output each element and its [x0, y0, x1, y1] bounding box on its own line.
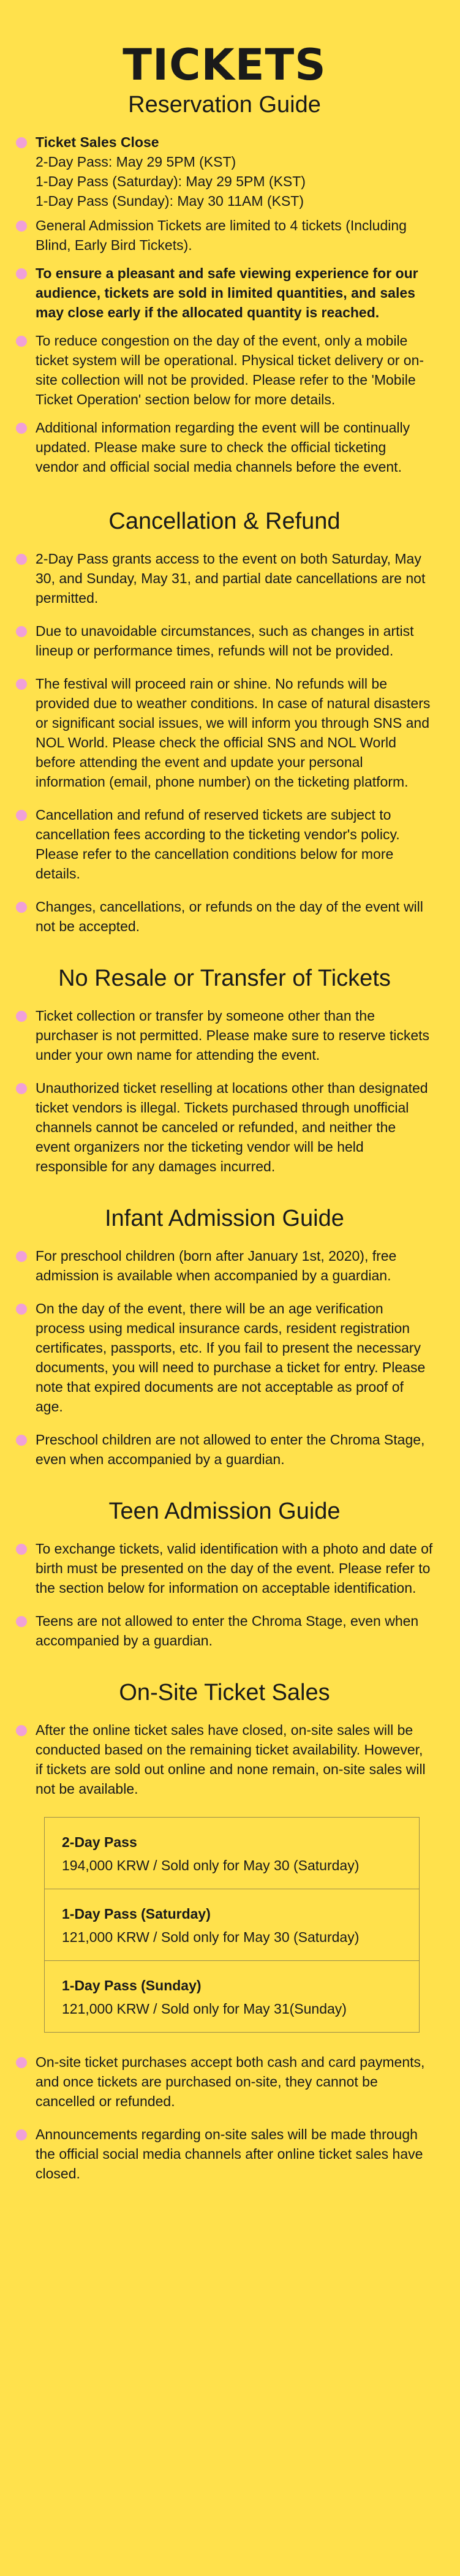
page-title: TICKETS: [123, 40, 326, 90]
list-item: [16, 549, 433, 608]
bullet-dot-icon: [16, 1435, 27, 1446]
bullet-dot-icon: [16, 423, 27, 434]
list-item: [16, 1299, 433, 1416]
cancellation-list: [16, 549, 433, 936]
list-item: [16, 1246, 433, 1285]
ticket-name: 2-Day Pass: [62, 1834, 137, 1850]
on-site-list: [16, 1720, 433, 1799]
ticket-name: 1-Day Pass (Saturday): [62, 1906, 211, 1922]
list-item: [16, 1611, 433, 1650]
list-item: [16, 2052, 433, 2111]
list-item: [16, 897, 433, 936]
ticket-sales-close-heading: Ticket Sales Close: [36, 134, 159, 150]
list-item-text: General Admission Tickets are limited to 4 tickets (Including Blind, Early Bird Tickets).: [36, 217, 407, 253]
ticket-sales-close-dates: 2-Day Pass: May 29 5PM (KST) 1-Day Pass (Saturday): May 29 5PM (KST) 1-Day Pass (Sunday): May 30 11AM (KST): [36, 154, 306, 209]
bullet-dot-icon: [16, 1083, 27, 1094]
bullet-dot-icon: [16, 1725, 27, 1736]
list-item: [16, 1720, 433, 1799]
bullet-dot-icon: [16, 268, 27, 279]
section-title-reservation: Reservation Guide: [128, 92, 321, 118]
ticket-row: [45, 1889, 419, 1961]
bullet-dot-icon: [16, 810, 27, 821]
reservation-list: [16, 132, 433, 477]
list-item-text: Unauthorized ticket reselling at locations other than designated ticket vendors is illegal. Tickets purchased through unofficial channels cannot be canceled or refunded, and neither the event organizers nor the ticketing vendor will be held responsible for any damages incurred.: [36, 1080, 428, 1174]
list-item: [16, 2125, 433, 2183]
list-item: [16, 1539, 433, 1598]
teen-list: [16, 1539, 433, 1650]
list-item-text: Announcements regarding on-site sales will be made through the official social media channels after online ticket sales have closed.: [36, 2126, 423, 2181]
list-item-text: After the online ticket sales have closed, on-site sales will be conducted based on the remaining ticket availability. However, if tickets are sold out online and none remain, on-site sales will not be available.: [36, 1722, 426, 1797]
list-item: [16, 674, 433, 791]
ticket-price: 121,000 KRW / Sold only for May 31(Sunday): [62, 2001, 347, 2017]
list-item-text: Additional information regarding the event will be continually updated. Please make sure to check the official ticketing vendor and official social media channels before the event.: [36, 420, 410, 475]
ticket-row: [45, 1961, 419, 2032]
bullet-dot-icon: [16, 1304, 27, 1315]
bullet-dot-icon: [16, 1544, 27, 1555]
on-site-list-after: [16, 2052, 433, 2183]
list-item-text: Preschool children are not allowed to enter the Chroma Stage, even when accompanied by a guardian.: [36, 1432, 425, 1467]
ticket-price: 194,000 KRW / Sold only for May 30 (Saturday): [62, 1857, 360, 1873]
list-item-text: Due to unavoidable circumstances, such as changes in artist lineup or performance times, refunds will not be provided.: [36, 623, 414, 659]
section-title-infant: Infant Admission Guide: [105, 1206, 344, 1231]
ticket-price: 121,000 KRW / Sold only for May 30 (Saturday): [62, 1929, 360, 1945]
list-item: [16, 263, 433, 322]
bullet-dot-icon: [16, 336, 27, 347]
ticket-row: [45, 1818, 419, 1889]
list-item-text: To reduce congestion on the day of the event, only a mobile ticket system will be operational. Physical ticket delivery or on-site collection will not be provided. Please refer to the 'Mobile Ticket Operation' section below for more details.: [36, 333, 424, 407]
list-item: [16, 1430, 433, 1469]
list-item-text: To exchange tickets, valid identification with a photo and date of birth must be presented on the day of the event. Please refer to the section below for information on acceptable identification.: [36, 1541, 433, 1596]
bullet-dot-icon: [16, 2057, 27, 2068]
bullet-dot-icon: [16, 221, 27, 232]
list-item: [16, 621, 433, 660]
list-item: [16, 1078, 433, 1176]
bullet-dot-icon: [16, 1251, 27, 1262]
ticket-sales-close-text: [36, 132, 433, 211]
section-title-on-site: On-Site Ticket Sales: [119, 1680, 330, 1705]
list-item-text: For preschool children (born after January 1st, 2020), free admission is available when accompanied by a guardian.: [36, 1248, 397, 1283]
on-site-ticket-table: [44, 1817, 420, 2033]
list-item: [16, 216, 433, 255]
section-title-teen: Teen Admission Guide: [108, 1498, 341, 1524]
bullet-dot-icon: [16, 554, 27, 565]
list-item-text: Cancellation and refund of reserved tickets are subject to cancellation fees according to the ticketing vendor's policy. Please refer to the cancellation conditions below for more details.: [36, 807, 400, 882]
list-item: [16, 1006, 433, 1065]
list-item-text: Changes, cancellations, or refunds on the day of the event will not be accepted.: [36, 899, 423, 934]
list-item-text: Teens are not allowed to enter the Chroma Stage, even when accompanied by a guardian.: [36, 1613, 419, 1649]
list-item: [16, 132, 433, 211]
bullet-dot-icon: [16, 1011, 27, 1022]
bullet-dot-icon: [16, 902, 27, 913]
section-title-no-resale: No Resale or Transfer of Tickets: [58, 965, 391, 991]
section-title-cancellation: Cancellation & Refund: [108, 508, 341, 534]
bullet-dot-icon: [16, 626, 27, 637]
list-item: [16, 418, 433, 477]
list-item-text: To ensure a pleasant and safe viewing experience for our audience, tickets are sold in limited quantities, and sales may close early if the allocated quantity is reached.: [36, 265, 418, 320]
no-resale-list: [16, 1006, 433, 1176]
list-item-text: 2-Day Pass grants access to the event on both Saturday, May 30, and Sunday, May 31, and partial date cancellations are not permitted.: [36, 551, 426, 606]
list-item-text: On the day of the event, there will be an age verification process using medical insurance cards, resident registration certificates, passports, etc. If you fail to present the necessary documents, you will need to purchase a ticket for entry. Please note that expired documents are not acceptable as proof of age.: [36, 1301, 426, 1415]
infant-list: [16, 1246, 433, 1469]
list-item: [16, 331, 433, 409]
bullet-dot-icon: [16, 2129, 27, 2140]
bullet-dot-icon: [16, 137, 27, 148]
bullet-dot-icon: [16, 679, 27, 690]
ticket-name: 1-Day Pass (Sunday): [62, 1977, 202, 1993]
bullet-dot-icon: [16, 1616, 27, 1627]
list-item: [16, 805, 433, 883]
list-item-text: The festival will proceed rain or shine. No refunds will be provided due to weather conditions. In case of natural disasters or significant social issues, we will inform you through SNS and NOL World. Please check the official SNS and NOL World before attending the event and update your personal information (email, phone number) on the ticketing platform.: [36, 676, 431, 790]
list-item-text: On-site ticket purchases accept both cash and card payments, and once tickets are purchased on-site, they cannot be cancelled or refunded.: [36, 2054, 425, 2109]
list-item-text: Ticket collection or transfer by someone other than the purchaser is not permitted. Please make sure to reserve tickets under your own name for attending the event.: [36, 1008, 430, 1063]
